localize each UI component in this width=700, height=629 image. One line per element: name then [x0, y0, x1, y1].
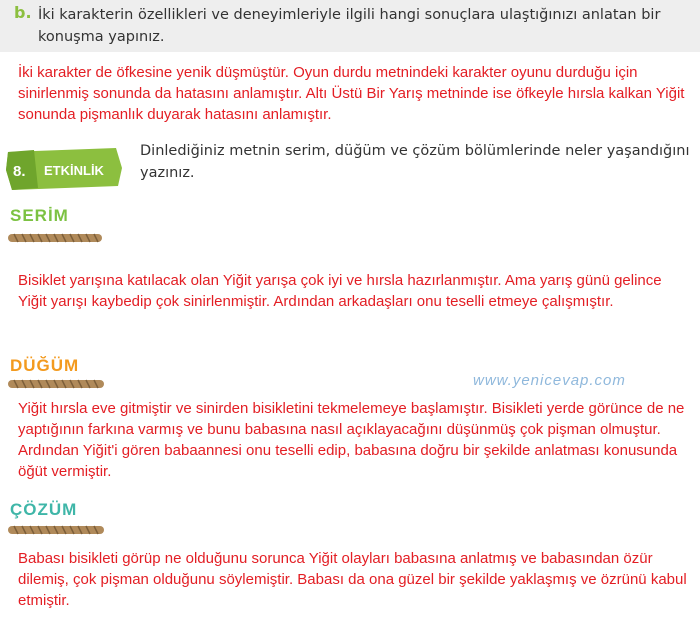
- cozum-text: Babası bisikleti görüp ne olduğunu sorunca Yiğit olayları babasına anlatmış ve babasından özür dilemiş, çok pişman olduğunu söylemiştir. Babası da ona güzel bir şekilde yaklaşmış ve özrünü kabul etmiştir.: [18, 550, 687, 609]
- question-text: İki karakterin özellikleri ve deneyimleriyle ilgili hangi sonuçlara ulaştığınızı anlatan bir konuşma yapınız.: [38, 7, 661, 45]
- dugum-text: Yiğit hırsla eve gitmiştir ve sinirden bisikletini tekmelemeye başlamıştır. Bisikleti yerde görünce de ne yaptığının farkına varmış ve bunu babasına nasıl açıklayacağını düşünmüş çok pişman olmuştur. Ardından Yiğit'i gören babaannesi onu teselli edip, babasına doğru bir şekilde anlatması konusunda öğüt vermiştir.: [18, 400, 685, 480]
- watermark: www.yenicevap.com: [473, 372, 626, 389]
- cozum-heading: ÇÖZÜM: [10, 500, 78, 519]
- serim-text: Bisiklet yarışına katılacak olan Yiğit yarışa çok iyi ve hırsla hazırlanmıştır. Ama yarış günü gelince Yiğit yarışı kaybedip çok sinirlenmiştir. Ardından arkadaşları onu teselli etmeye çalışmıştır.: [18, 272, 662, 310]
- dugum-heading: DÜĞÜM: [10, 356, 80, 375]
- activity-instruction: Dinlediğiniz metnin serim, düğüm ve çözüm bölümlerinde neler yaşandığını yazınız.: [140, 143, 690, 181]
- dugum-rope: [8, 378, 104, 390]
- question-bar: [0, 0, 700, 52]
- answer-b-text: İki karakter de öfkesine yenik düşmüştür. Oyun durdu metnindeki karakter oyunu durduğu için sinirlenmiş sonunda da hatasını anlamıştır. Altı Üstü Bir Yarış metninde ise öfkeyle hırsla kalkan Yiğit sonunda pişmanlık duyarak hatasını anlamıştır.: [18, 64, 685, 123]
- activity-label: ETKİNLİK: [44, 163, 104, 178]
- question-letter: b.: [14, 3, 32, 22]
- activity-badge: [4, 146, 126, 192]
- cozum-rope: [8, 524, 104, 536]
- serim-heading: SERİM: [10, 206, 69, 225]
- activity-number: 8.: [13, 163, 26, 180]
- serim-rope: [8, 232, 102, 244]
